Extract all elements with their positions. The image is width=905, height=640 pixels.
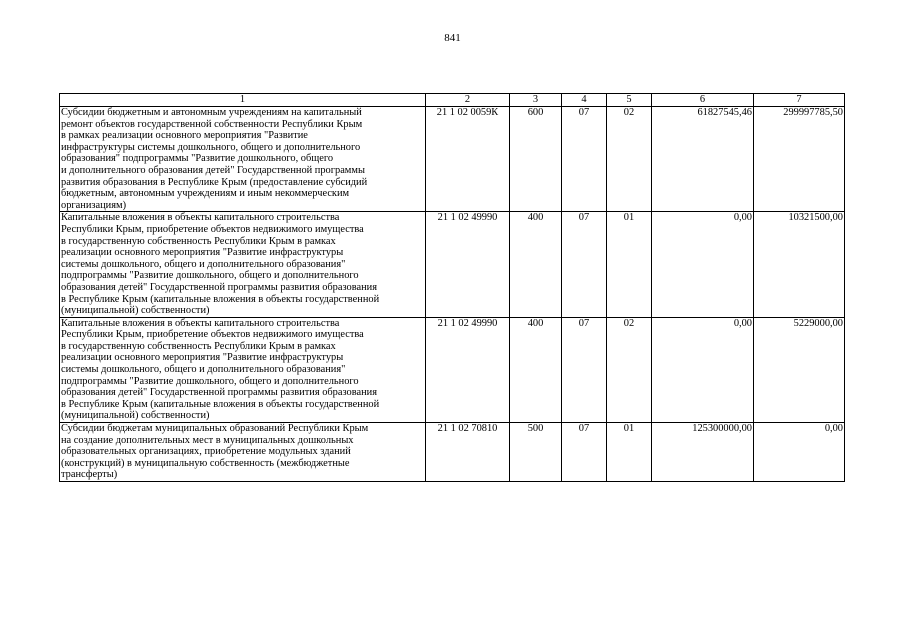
row-name-line: образовательных организациях, приобретение модульных зданий — [61, 446, 351, 458]
row-name-line: Капитальные вложения в объекты капитального строительства — [61, 317, 340, 329]
row-col3: 400 — [510, 317, 562, 422]
row-col6: 0,00 — [652, 317, 754, 422]
row-name-line: Республики Крым, приобретение объектов недвижимого имущества — [61, 223, 364, 235]
row-name-line: системы дошкольного, общего и дополнительного образования" — [61, 364, 346, 376]
page-number: 841 — [444, 32, 461, 44]
row-name-line: подпрограммы "Развитие дошкольного, общего и дополнительного — [61, 375, 359, 387]
row-name-line: подпрограммы "Развитие дошкольного, общего и дополнительного — [61, 270, 359, 282]
row-name-line: (муниципальной) собственности) — [61, 410, 210, 422]
row-name-line: развития образования в Республике Крым (предоставление субсидий — [61, 176, 368, 188]
row-name-line: в государственную собственность Республики Крым в рамках — [61, 340, 336, 352]
row-name-line: в Республике Крым (капитальные вложения в объекты государственной — [61, 293, 380, 305]
row-col4: 07 — [562, 423, 607, 482]
row-name-line: трансферты) — [61, 469, 118, 481]
row-col5: 01 — [607, 423, 652, 482]
row-col5: 02 — [607, 317, 652, 422]
budget-table — [59, 93, 845, 482]
row-name-line: (конструкций) в муниципальную собственность (межбюджетные — [61, 457, 350, 469]
row-col5: 01 — [607, 212, 652, 317]
row-code: 21 1 02 49990 — [426, 317, 510, 422]
row-name — [60, 423, 426, 482]
table-row — [60, 423, 845, 482]
header-col-5: 5 — [607, 94, 652, 107]
row-col6: 0,00 — [652, 212, 754, 317]
row-name-line: бюджетным, автономным учреждениям и иным некоммерческим — [61, 188, 350, 200]
row-name-line: в Республике Крым (капитальные вложения в объекты государственной — [61, 398, 380, 410]
row-col3: 500 — [510, 423, 562, 482]
row-name-line: на создание дополнительных мест в муниципальных дошкольных — [61, 434, 354, 446]
row-name-line: и дополнительного образования детей" Государственной программы — [61, 164, 365, 176]
table-row — [60, 317, 845, 422]
table-row — [60, 107, 845, 212]
row-name-line: реализации основного мероприятия "Развитие инфраструктуры — [61, 247, 344, 259]
row-col4: 07 — [562, 212, 607, 317]
header-col-6: 6 — [652, 94, 754, 107]
row-name-line: Капитальные вложения в объекты капитального строительства — [61, 212, 340, 224]
header-col-1: 1 — [60, 94, 426, 107]
header-col-2: 2 — [426, 94, 510, 107]
row-col6: 125300000,00 — [652, 423, 754, 482]
row-name — [60, 317, 426, 422]
row-name — [60, 212, 426, 317]
row-col3: 400 — [510, 212, 562, 317]
row-code: 21 1 02 70810 — [426, 423, 510, 482]
row-name-line: ремонт объектов государственной собственности Республики Крым — [61, 118, 363, 130]
row-col7: 299997785,50 — [754, 107, 845, 212]
row-name-line: образования детей" Государственной программы развития образования — [61, 387, 378, 399]
row-col6: 61827545,46 — [652, 107, 754, 212]
row-col5: 02 — [607, 107, 652, 212]
header-row — [60, 94, 845, 107]
row-name-line: образования детей" Государственной программы развития образования — [61, 281, 378, 293]
row-name-line: Республики Крым, приобретение объектов недвижимого имущества — [61, 329, 364, 341]
table-row — [60, 212, 845, 317]
header-col-3: 3 — [510, 94, 562, 107]
header-col-4: 4 — [562, 94, 607, 107]
row-name-line: реализации основного мероприятия "Развитие инфраструктуры — [61, 352, 344, 364]
row-name-line: (муниципальной) собственности) — [61, 305, 210, 317]
row-name-line: в рамках реализации основного мероприятия "Развитие — [61, 130, 308, 142]
row-col7: 10321500,00 — [754, 212, 845, 317]
row-col7: 0,00 — [754, 423, 845, 482]
row-col4: 07 — [562, 317, 607, 422]
row-code: 21 1 02 49990 — [426, 212, 510, 317]
row-name-line: Субсидии бюджетам муниципальных образований Республики Крым — [61, 423, 369, 435]
header-col-7: 7 — [754, 94, 845, 107]
row-name-line: инфраструктуры системы дошкольного, общего и дополнительного — [61, 141, 361, 153]
row-col4: 07 — [562, 107, 607, 212]
row-name-line: организациям) — [61, 199, 127, 211]
row-col7: 5229000,00 — [754, 317, 845, 422]
row-name — [60, 107, 426, 212]
row-name-line: в государственную собственность Республики Крым в рамках — [61, 235, 336, 247]
row-name-line: Субсидии бюджетным и автономным учреждениям на капитальный — [61, 107, 362, 118]
row-name-line: системы дошкольного, общего и дополнительного образования" — [61, 258, 346, 270]
row-code: 21 1 02 0059К — [426, 107, 510, 212]
row-col3: 600 — [510, 107, 562, 212]
row-name-line: образования" подпрограммы "Развитие дошкольного, общего — [61, 153, 334, 165]
